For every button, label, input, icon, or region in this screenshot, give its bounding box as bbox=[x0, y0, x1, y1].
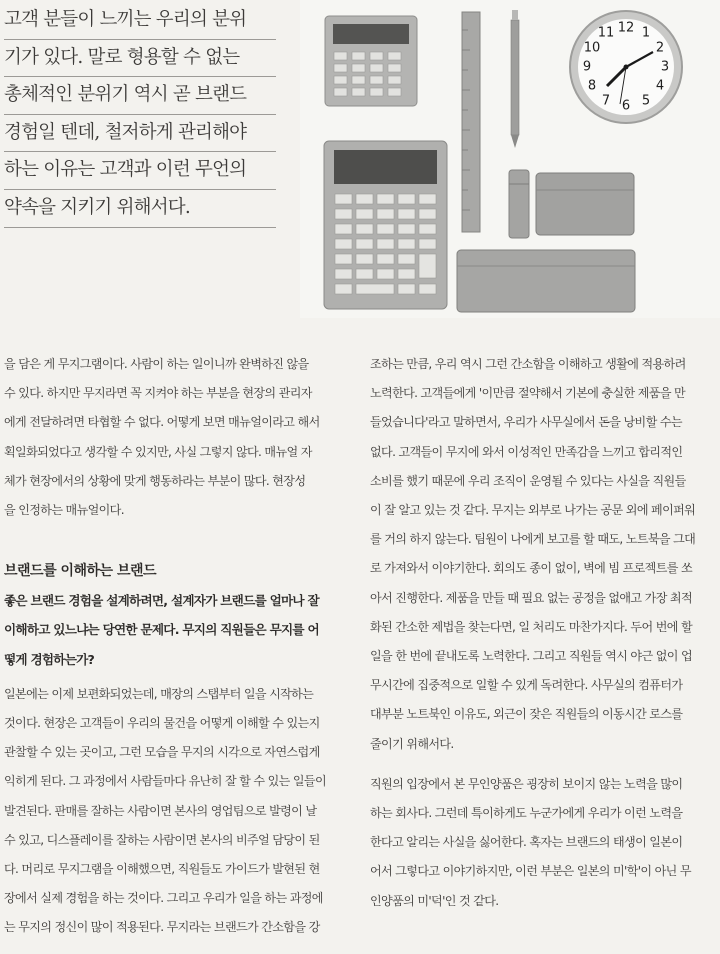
text-line: 체가 현장에서의 상황에 맞게 행동하라는 부분이 많다. 현장성 bbox=[4, 473, 306, 488]
pull-quote bbox=[4, 2, 276, 228]
text-line: 인양품의 미'덕'인 것 같다. bbox=[370, 893, 499, 908]
ruler-image bbox=[462, 12, 480, 232]
text-line: 로 가져와서 이야기한다. 회의도 종이 없이, 벽에 빔 프로젝트를 쏘 bbox=[370, 561, 692, 576]
body-paragraph bbox=[370, 350, 720, 759]
lead-question bbox=[4, 586, 349, 674]
large-calculator-image bbox=[324, 141, 447, 309]
pull-quote-line: 총체적인 분위기 역시 곧 브랜드 bbox=[4, 77, 276, 115]
text-line: 를 거의 하지 않는다. 팀원이 나에게 보고를 할 때도, 노트북을 그대 bbox=[370, 532, 696, 547]
text-line: 다. 머리로 무지그램을 이해했으면, 직원들도 가이드가 발현된 현 bbox=[4, 862, 320, 877]
text-line: 좋은 브랜드 경험을 설계하려면, 설계자가 브랜드를 얼마나 잘 bbox=[4, 593, 319, 609]
small-metal-box-image bbox=[536, 173, 634, 235]
pull-quote-line: 경험일 텐데, 철저하게 관리해야 bbox=[4, 115, 276, 153]
text-line: 것이다. 현장은 고객들이 우리의 물건을 어떻게 이해할 수 있는지 bbox=[4, 716, 320, 731]
small-calculator-image bbox=[325, 16, 417, 106]
text-line: 익히게 된다. 그 과정에서 사람들마다 유난히 잘 할 수 있는 일들이 bbox=[4, 774, 326, 789]
text-line: 화된 간소한 제법을 찾는다면, 일 처리도 마찬가지다. 두어 번에 할 bbox=[370, 619, 692, 634]
clock-numeral: 8 bbox=[587, 78, 597, 94]
body-paragraph bbox=[4, 680, 349, 943]
text-line: 없다. 고객들이 무지에 와서 이성적인 만족감을 느끼고 합리적인 bbox=[370, 444, 683, 459]
text-line: 하는 회사다. 그런데 특이하게도 누군가에게 우리가 이런 노력을 bbox=[370, 806, 683, 821]
pencil-image bbox=[511, 10, 519, 148]
text-line: 일을 한 번에 끝내도록 노력한다. 그리고 직원들 역시 야근 없이 업 bbox=[370, 649, 692, 664]
clock-numeral: 5 bbox=[641, 93, 651, 109]
clock-numeral: 11 bbox=[597, 25, 615, 41]
text-line: 는 무지의 정신이 많이 적용된다. 무지라는 브랜드가 간소함을 강 bbox=[4, 920, 320, 935]
pull-quote-line: 약속을 지키기 위해서다. bbox=[4, 190, 276, 228]
text-line: 무시간에 집중적으로 일할 수 있게 독려한다. 사무실의 컴퓨터가 bbox=[370, 678, 683, 693]
pull-quote-line: 기가 있다. 말로 형용할 수 없는 bbox=[4, 40, 276, 78]
glue-stick-image bbox=[509, 170, 529, 238]
pull-quote-line: 고객 분들이 느끼는 우리의 분위 bbox=[4, 2, 276, 40]
text-line: 을 담은 게 무지그램이다. 사람이 하는 일이니까 완벽하진 않을 bbox=[4, 357, 309, 371]
clock-numeral: 1 bbox=[641, 25, 651, 41]
text-line: 조하는 만큼, 우리 역시 그런 간소함을 이해하고 생활에 적용하려 bbox=[370, 357, 686, 371]
text-line: 노력한다. 고객들에게 '이만큼 절약해서 기본에 충실한 제품을 만 bbox=[370, 386, 686, 401]
text-line: 장에서 실제 경험을 하는 것이다. 그리고 우리가 일을 하는 과정에 bbox=[4, 891, 323, 906]
body-paragraph bbox=[370, 770, 720, 916]
text-line: 일본에는 이제 보편화되었는데, 매장의 스탭부터 일을 시작하는 bbox=[4, 686, 314, 701]
text-line: 을 인정하는 매뉴얼이다. bbox=[4, 503, 124, 518]
clock-numeral: 7 bbox=[601, 93, 611, 109]
text-line: 획일화되었다고 생각할 수 있지만, 사실 그렇지 않다. 매뉴얼 자 bbox=[4, 444, 312, 459]
text-line: 아서 진행한다. 제품을 만들 때 필요 없는 공정을 없애고 가장 최적 bbox=[370, 590, 692, 605]
text-line: 떻게 경험하는가? bbox=[4, 651, 95, 667]
clock-numeral: 6 bbox=[621, 98, 631, 114]
text-line: 수 있다. 하지만 무지라면 꼭 지켜야 하는 부분을 현장의 관리자 bbox=[4, 386, 312, 401]
pencil-case-image bbox=[457, 250, 635, 312]
product-photo bbox=[300, 0, 720, 318]
text-line: 직원의 입장에서 본 무인양품은 굉장히 보이지 않는 노력을 많이 bbox=[370, 776, 683, 791]
text-line: 줄이기 위해서다. bbox=[370, 736, 454, 751]
wall-clock-image bbox=[570, 11, 682, 123]
text-line: 어서 그렇다고 이야기하지만, 이런 부분은 일본의 미'학'이 아닌 무 bbox=[370, 864, 691, 879]
clock-numeral: 10 bbox=[583, 40, 601, 56]
text-line: 에게 전달하려면 타협할 수 없다. 어떻게 보면 매뉴얼이라고 해서 bbox=[4, 415, 320, 430]
clock-numeral: 4 bbox=[655, 78, 665, 94]
text-line: 들었습니다'라고 말하면서, 우리가 사무실에서 돈을 낭비할 수는 bbox=[370, 415, 682, 430]
clock-numeral: 12 bbox=[617, 20, 635, 36]
text-line: 수 있고, 디스플레이를 잘하는 사람이면 본사의 비주얼 담당이 된 bbox=[4, 832, 320, 847]
text-line: 소비를 했기 때문에 우리 조직이 운영될 수 있다는 사실을 직원들 bbox=[370, 473, 686, 488]
clock-numeral: 3 bbox=[660, 59, 670, 75]
clock-numeral: 9 bbox=[582, 59, 592, 75]
text-line: 발견된다. 판매를 잘하는 사람이면 본사의 영업팀으로 발령이 날 bbox=[4, 803, 317, 818]
text-line: 이 잘 알고 있는 것 같다. 무지는 외부로 나가는 공문 외에 페이퍼워 bbox=[370, 503, 696, 518]
article-right-column bbox=[370, 350, 720, 927]
pull-quote-line: 하는 이유는 고객과 이런 무언의 bbox=[4, 152, 276, 190]
text-line: 한다고 알리는 사실을 싫어한다. 혹자는 브랜드의 태생이 일본이 bbox=[370, 835, 683, 850]
article-left-column bbox=[4, 350, 349, 954]
section-subheading: 브랜드를 이해하는 브랜드 bbox=[4, 563, 157, 580]
text-line: 관찰할 수 있는 곳이고, 그런 모습을 무지의 시각으로 자연스럽게 bbox=[4, 745, 320, 760]
clock-numeral: 2 bbox=[655, 40, 665, 56]
body-paragraph bbox=[4, 350, 349, 525]
text-line: 이해하고 있느냐는 당연한 문제다. 무지의 직원들은 무지를 어 bbox=[4, 622, 319, 638]
text-line: 대부분 노트북인 이유도, 외근이 잦은 직원들의 이동시간 로스를 bbox=[370, 707, 683, 722]
